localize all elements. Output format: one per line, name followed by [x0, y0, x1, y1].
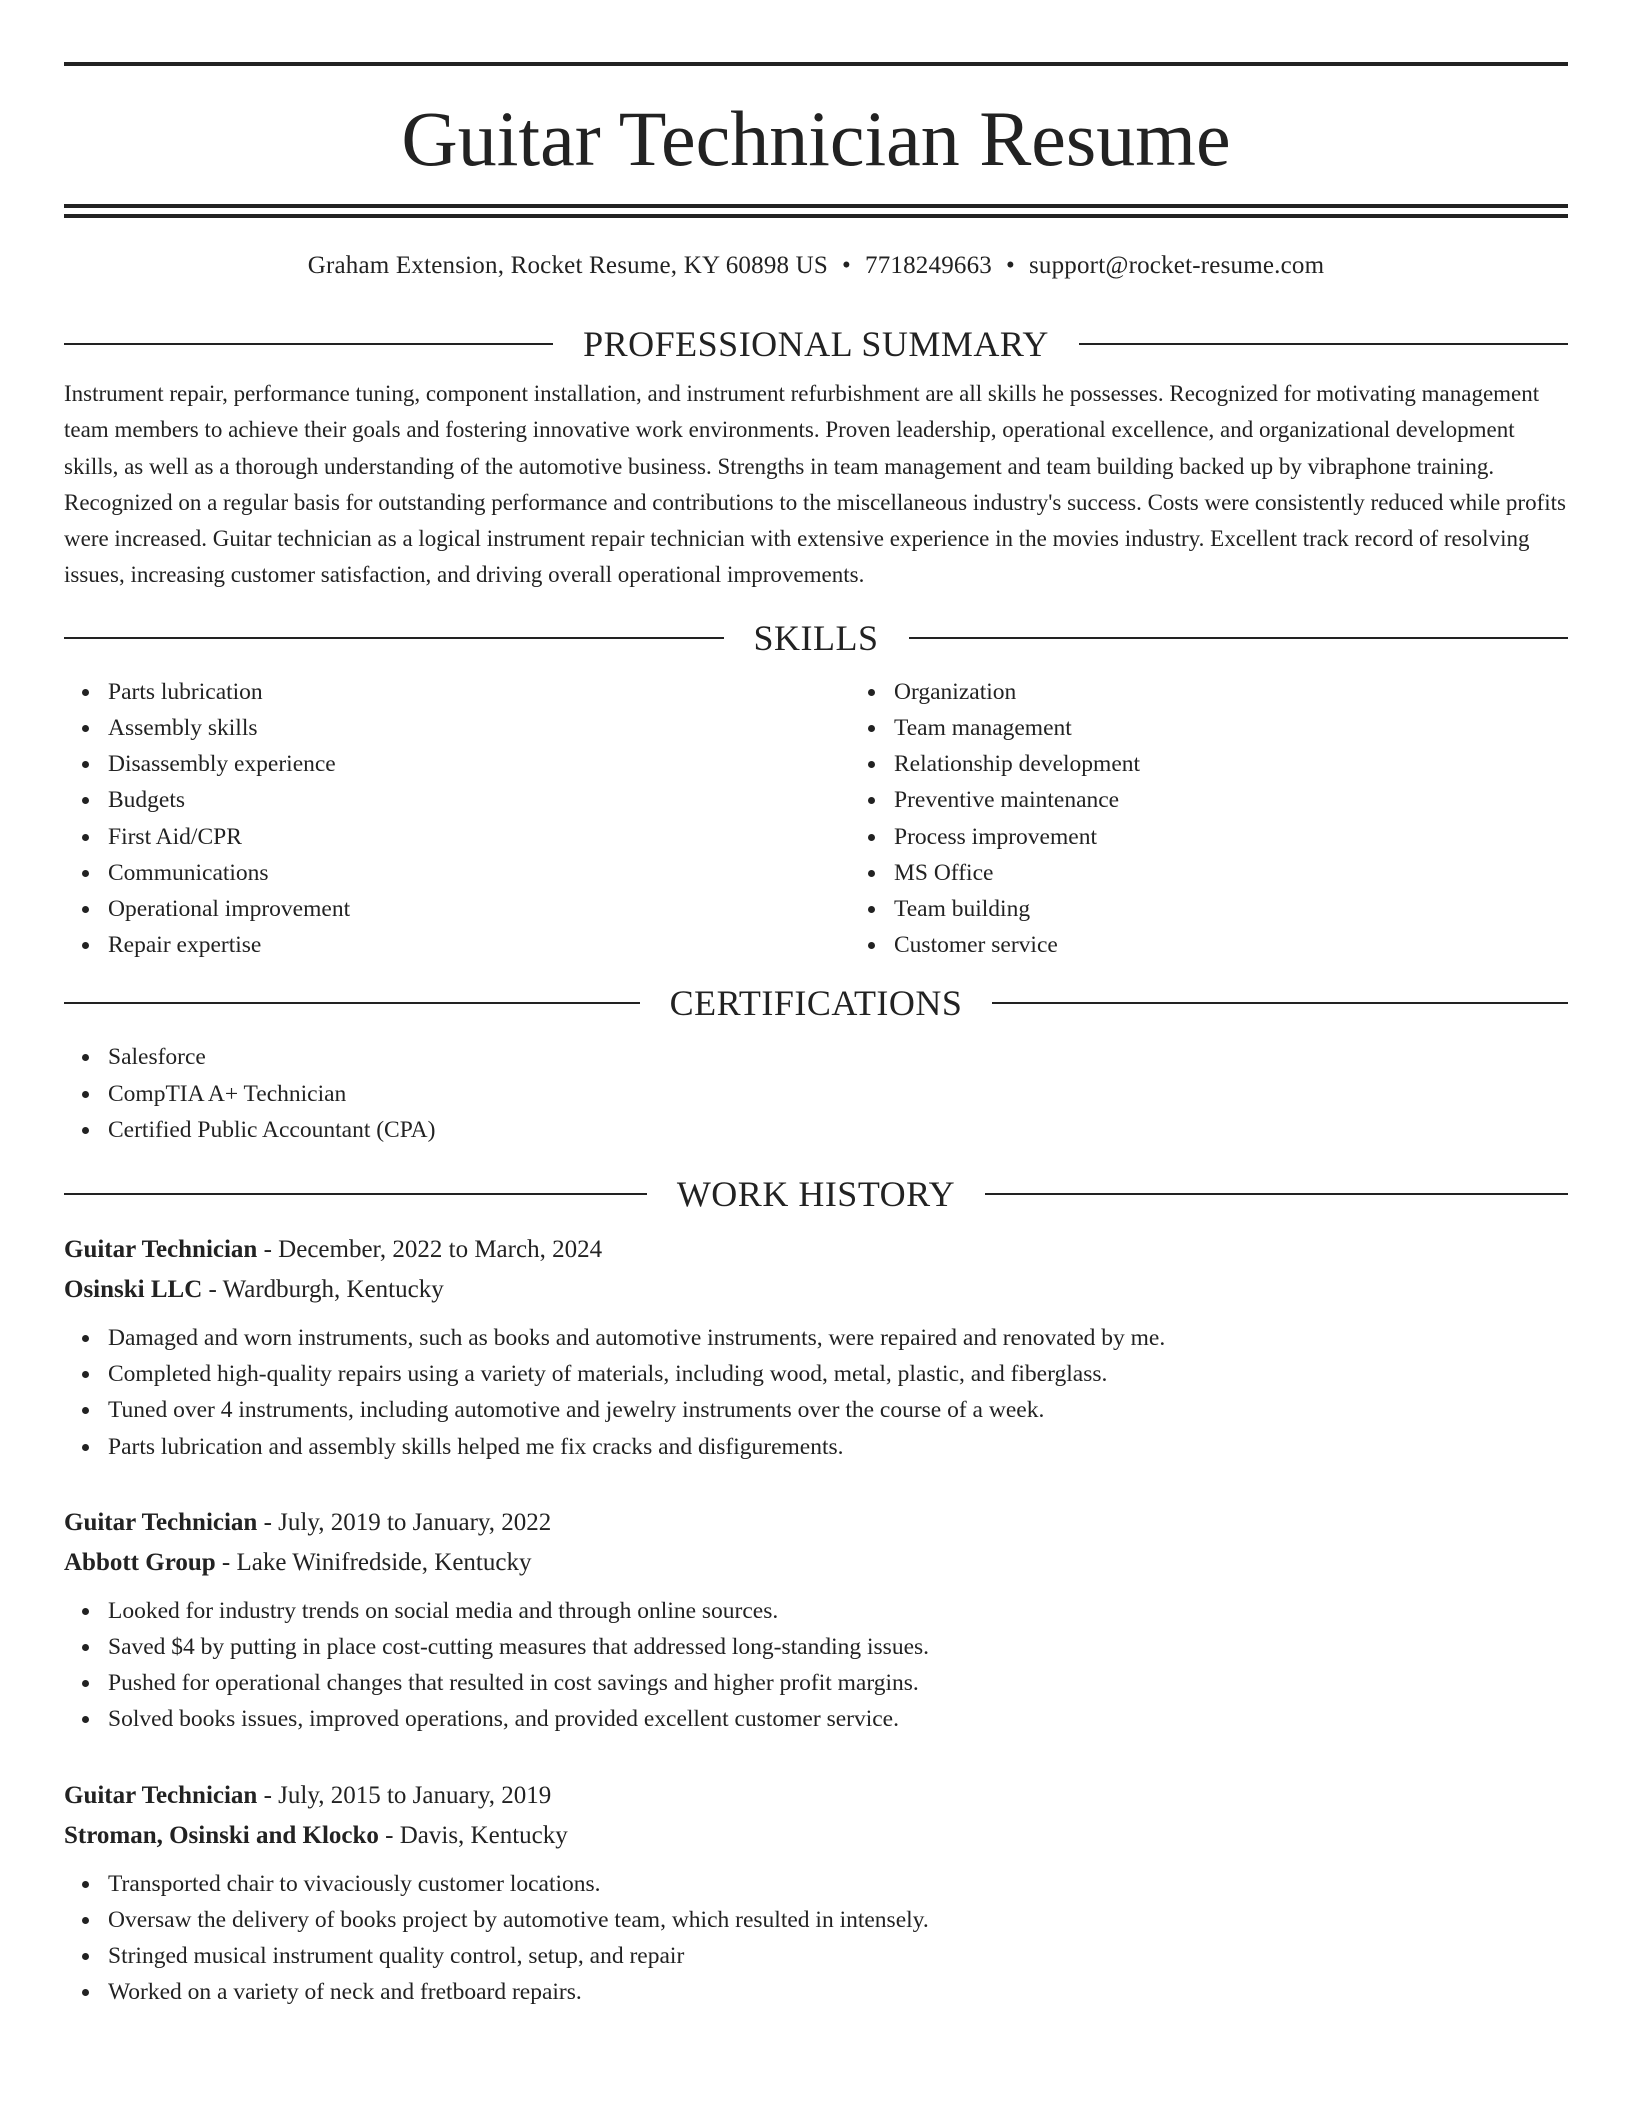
skill-item: Customer service — [894, 927, 1568, 963]
contact-email[interactable]: support@rocket-resume.com — [1028, 252, 1325, 279]
job-bullet: Worked on a variety of neck and fretboard repairs. — [108, 1974, 1568, 2010]
job-dates: - July, 2015 to January, 2019 — [257, 1781, 552, 1809]
job-location: - Wardburgh, Kentucky — [202, 1276, 444, 1304]
job-company: Stroman, Osinski and Klocko — [64, 1821, 379, 1849]
skill-item: Team management — [894, 710, 1568, 746]
contact-separator: • — [1006, 252, 1015, 279]
job-bullet: Parts lubrication and assembly skills helped me fix cracks and disfigurements. — [108, 1429, 1568, 1465]
skills-grid — [64, 660, 1568, 964]
job-bullet: Transported chair to vivaciously customer locations. — [108, 1866, 1568, 1902]
skills-list-left — [64, 674, 850, 964]
heading-rule-left — [64, 1193, 647, 1195]
job-bullet: Damaged and worn instruments, such as books and automotive instruments, were repaired and renovated by me. — [108, 1320, 1568, 1356]
job-bullet: Oversaw the delivery of books project by automotive team, which resulted in intensely. — [108, 1902, 1568, 1938]
contact-line — [64, 252, 1568, 292]
job-title: Guitar Technician — [64, 1781, 258, 1809]
heading-rule-right — [1079, 343, 1568, 345]
heading-rule-left — [64, 1002, 640, 1004]
skill-item: Organization — [894, 674, 1568, 710]
certification-item: Salesforce — [108, 1039, 1568, 1075]
section-heading-summary — [64, 322, 1568, 366]
skill-item: First Aid/CPR — [108, 819, 850, 855]
job-title: Guitar Technician — [64, 1508, 258, 1536]
job-bullet: Solved books issues, improved operations, and provided excellent customer service. — [108, 1701, 1568, 1737]
job-bullet: Completed high-quality repairs using a variety of materials, including wood, metal, plastic, and fiberglass. — [108, 1356, 1568, 1392]
skill-item: MS Office — [894, 855, 1568, 891]
section-heading-work — [64, 1172, 1568, 1216]
job-company-line — [64, 1270, 1568, 1310]
job-bullet: Stringed musical instrument quality control, setup, and repair — [108, 1938, 1568, 1974]
job-title-line — [64, 1230, 1568, 1270]
job-bullet: Tuned over 4 instruments, including automotive and jewelry instruments over the course of a week. — [108, 1392, 1568, 1428]
skills-list-right — [850, 674, 1568, 964]
contact-address: Graham Extension, Rocket Resume, KY 60898 US — [307, 252, 829, 279]
skills-heading: SKILLS — [753, 617, 879, 658]
top-rule — [64, 62, 1568, 66]
certification-item: CompTIA A+ Technician — [108, 1076, 1568, 1112]
job-company-line — [64, 1543, 1568, 1583]
skill-item: Team building — [894, 891, 1568, 927]
skill-item: Parts lubrication — [108, 674, 850, 710]
job-bullets — [64, 1593, 1568, 1738]
job-dates: - December, 2022 to March, 2024 — [257, 1236, 603, 1264]
section-heading-skills — [64, 616, 1568, 660]
job-company: Osinski LLC — [64, 1276, 203, 1304]
work-heading: WORK HISTORY — [676, 1174, 956, 1215]
certifications-heading: CERTIFICATIONS — [669, 983, 963, 1024]
job-bullet: Saved $4 by putting in place cost-cutting measures that addressed long-standing issues. — [108, 1629, 1568, 1665]
skill-item: Assembly skills — [108, 710, 850, 746]
skill-item: Budgets — [108, 782, 850, 818]
job-bullet: Pushed for operational changes that resulted in cost savings and higher profit margins. — [108, 1665, 1568, 1701]
job-dates: - July, 2019 to January, 2022 — [257, 1508, 552, 1536]
summary-text: Instrument repair, performance tuning, component installation, and instrument refurbishment are all skills he possesses. Recognized for motivating management team members to achieve their goals and fostering innovative work environments. Proven leadership, operational excellence, and organizational development skills, as well as a thorough understanding of the automotive business. Strengths in team management and team building backed up by vibraphone training. Recognized on a regular basis for outstanding performance and contributions to the miscellaneous industry's success. Costs were consistently reduced while profits were increased. Guitar technician as a logical instrument repair technician with extensive experience in the movies industry. Excellent track record of resolving issues, increasing customer satisfaction, and driving overall operational improvements. — [64, 381, 1566, 588]
job-bullets — [64, 1320, 1568, 1465]
heading-rule-left — [64, 637, 724, 639]
skill-item: Disassembly experience — [108, 746, 850, 782]
skill-item: Operational improvement — [108, 891, 850, 927]
heading-rule-left — [64, 343, 553, 345]
job-bullet: Looked for industry trends on social media and through online sources. — [108, 1593, 1568, 1629]
job-location: - Lake Winifredside, Kentucky — [215, 1548, 532, 1576]
contact-phone[interactable]: 7718249663 — [865, 252, 992, 279]
section-heading-certifications — [64, 981, 1568, 1025]
heading-rule-right — [985, 1193, 1568, 1195]
job-entry — [64, 1776, 1568, 2011]
skill-item: Relationship development — [894, 746, 1568, 782]
certification-item: Certified Public Accountant (CPA) — [108, 1112, 1568, 1148]
job-title-line — [64, 1503, 1568, 1543]
skill-item: Communications — [108, 855, 850, 891]
job-company-line — [64, 1816, 1568, 1856]
skill-item: Process improvement — [894, 819, 1568, 855]
summary-heading: PROFESSIONAL SUMMARY — [583, 324, 1049, 364]
job-location: - Davis, Kentucky — [378, 1821, 568, 1849]
heading-rule-right — [992, 1002, 1568, 1004]
heading-rule-right — [909, 637, 1569, 639]
skill-item: Repair expertise — [108, 927, 850, 963]
contact-separator: • — [842, 252, 851, 279]
job-bullets — [64, 1866, 1568, 2011]
skill-item: Preventive maintenance — [894, 782, 1568, 818]
job-title-line — [64, 1776, 1568, 1816]
title-double-rule — [64, 204, 1568, 218]
job-company: Abbott Group — [64, 1548, 216, 1576]
job-entry — [64, 1230, 1568, 1465]
job-title: Guitar Technician — [64, 1236, 258, 1264]
job-entry — [64, 1503, 1568, 1738]
certifications-list — [64, 1039, 1568, 1148]
resume-title: Guitar Technician Resume — [401, 95, 1231, 182]
resume-page — [64, 0, 1568, 2010]
